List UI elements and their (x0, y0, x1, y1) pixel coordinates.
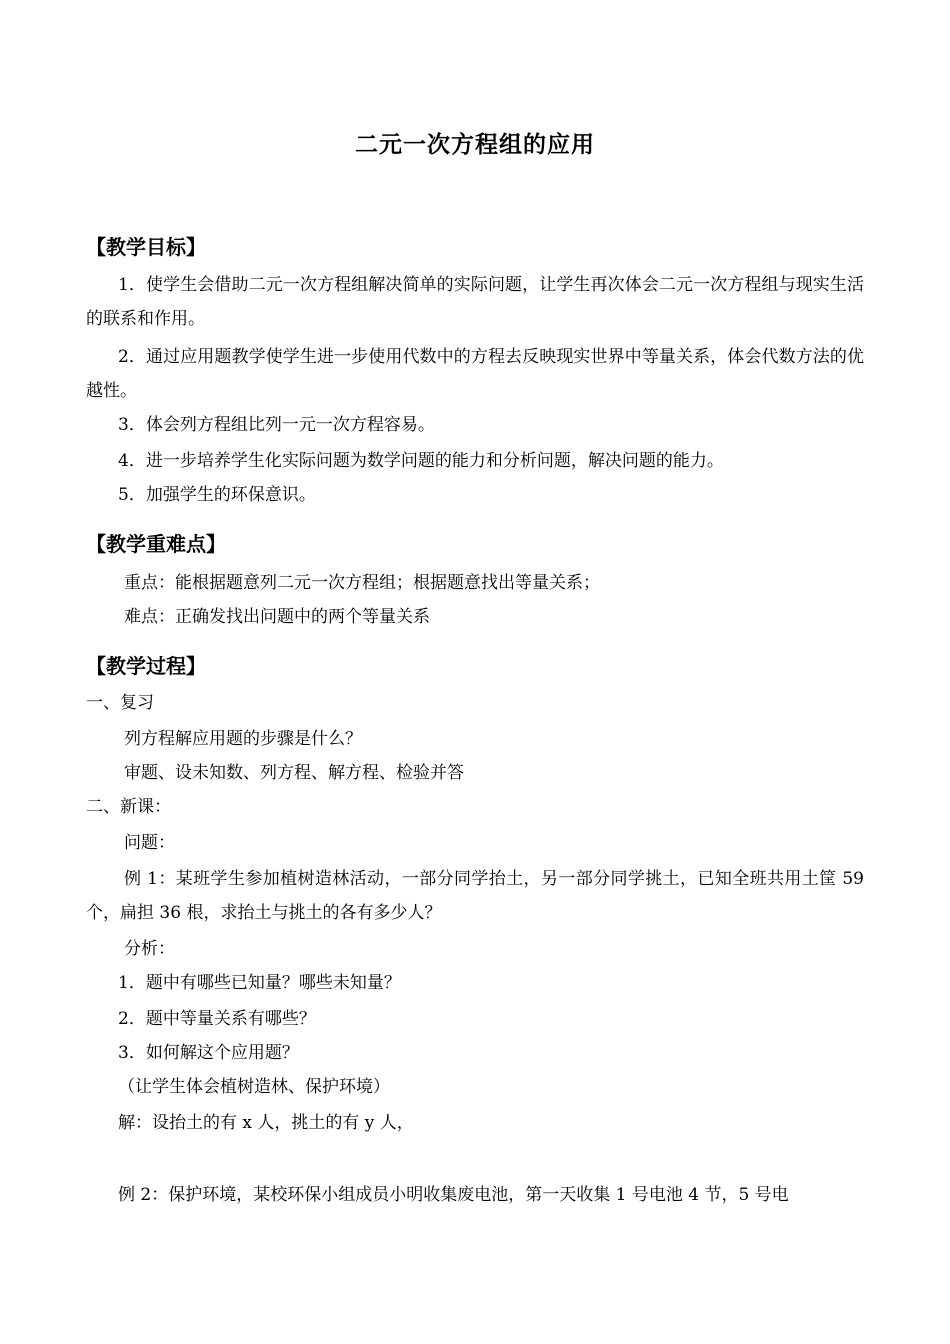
objectives-heading: 【教学目标】 (86, 235, 206, 259)
objective-item-5: 5．加强学生的环保意识。 (118, 485, 316, 505)
objective-item-3: 3．体会列方程组比列一元一次方程容易。 (118, 415, 435, 435)
analysis-item-1: 1．题中有哪些已知量？哪些未知量？ (118, 973, 401, 993)
example-2: 例 2：保护环境，某校环保小组成员小明收集废电池，第一天收集 1 号电池 4 节，5 号电 (118, 1185, 789, 1205)
objective-item-4: 4．进一步培养学生化实际问题为数学问题的能力和分析问题，解决问题的能力。 (118, 451, 724, 471)
note-text: （让学生体会植树造林、保护环境） (118, 1077, 390, 1097)
analysis-item-2: 2．题中等量关系有哪些？ (118, 1009, 316, 1029)
difficulty-text: 难点：正确发找出问题中的两个等量关系 (124, 607, 430, 627)
objective-item-2: 2．通过应用题教学使学生进一步使用代数中的方程去反映现实世界中等量关系，体会代数方法的优越性。 (86, 347, 864, 401)
example-1: 例 1：某班学生参加植树造林活动，一部分同学抬土，另一部分同学挑土，已知全班共用土筐 59 个，扁担 36 根，求抬土与挑土的各有多少人？ (86, 869, 864, 923)
objective-item-1: 1．使学生会借助二元一次方程组解决简单的实际问题，让学生再次体会二元一次方程组与现实生活的联系和作用。 (86, 275, 864, 329)
process-heading: 【教学过程】 (86, 654, 206, 678)
solution-text: 解：设抬土的有 x 人，挑土的有 y 人， (118, 1113, 414, 1133)
problem-label: 问题： (124, 833, 175, 853)
key-points-heading: 【教学重难点】 (86, 532, 226, 556)
analysis-item-3: 3．如何解这个应用题？ (118, 1043, 299, 1063)
review-question: 列方程解应用题的步骤是什么？ (124, 729, 362, 749)
analysis-label: 分析： (124, 939, 175, 959)
review-title: 一、复习 (86, 693, 154, 713)
focus-text: 重点：能根据题意列二元一次方程组；根据题意找出等量关系； (124, 573, 600, 593)
new-lesson-title: 二、新课： (86, 797, 171, 817)
review-answer: 审题、设未知数、列方程、解方程、检验并答 (124, 763, 464, 783)
document-title: 二元一次方程组的应用 (355, 131, 595, 158)
